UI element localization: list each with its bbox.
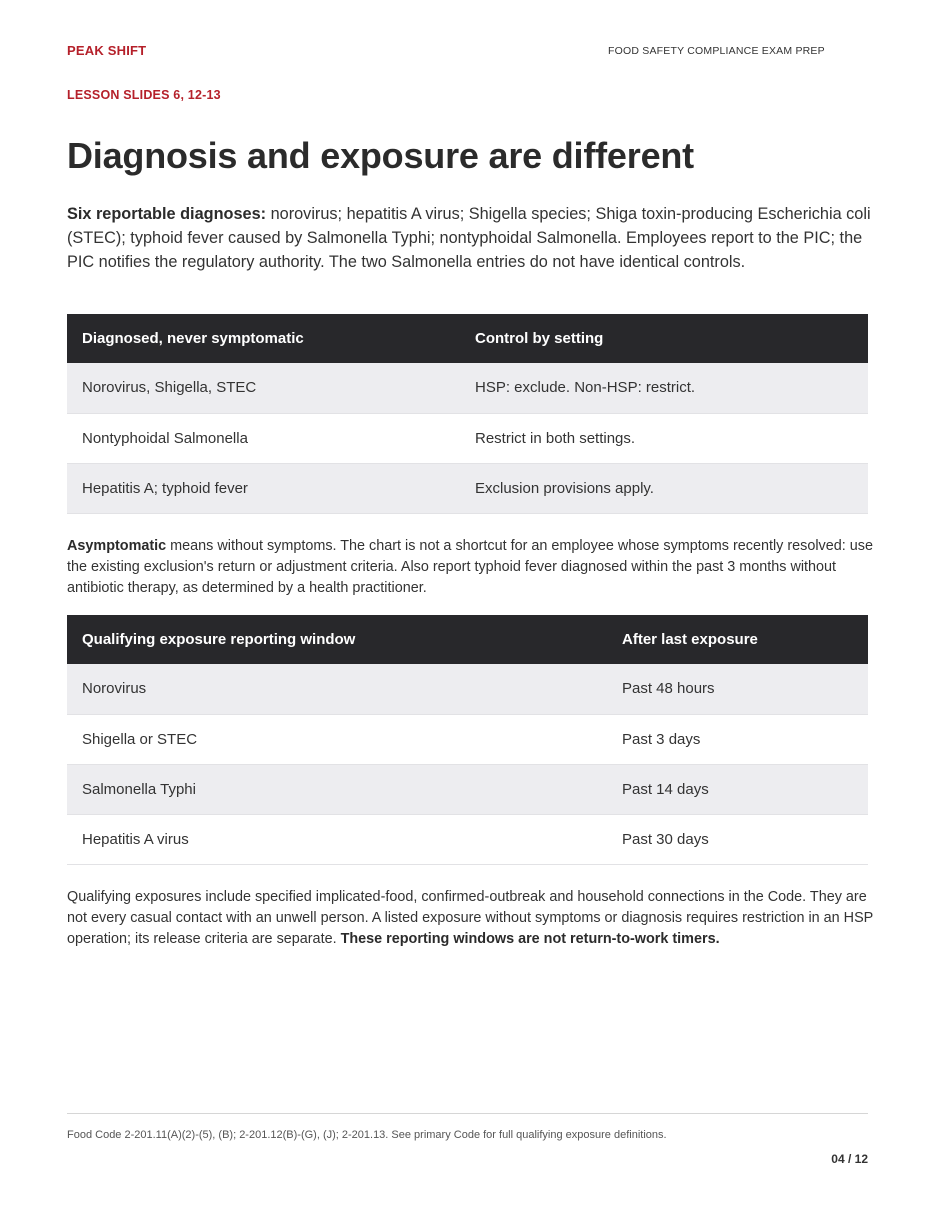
column-header: After last exposure: [607, 615, 868, 664]
asymptomatic-note: [67, 536, 873, 599]
table-cell: Restrict in both settings.: [460, 413, 868, 463]
note-body: means without symptoms. The chart is not a shortcut for an employee whose symptoms recently resolved: use the existing exclusion's return or adjustment criteria. Also report typhoid fever diagnosed within the past 3 months without antibiotic therapy, as determined by a health practitioner.: [67, 538, 873, 596]
table-row: [67, 664, 868, 714]
table-row: [67, 814, 868, 864]
table-row: [67, 463, 868, 513]
table-row: [67, 413, 868, 463]
table-row: [67, 363, 868, 413]
course-title: FOOD SAFETY COMPLIANCE EXAM PREP: [608, 45, 825, 57]
intro-body: norovirus; hepatitis A virus; Shigella species; Shiga toxin-producing Escherichia coli (STEC); typhoid fever caused by Salmonella Typhi; nontyphoidal Salmonella. Employees report to the PIC; the PIC notifies the regulatory authority. The two Salmonella entries do not have identical controls.: [67, 205, 871, 271]
exposure-table: [67, 615, 868, 865]
table-cell: Past 30 days: [607, 814, 868, 864]
table-cell: HSP: exclude. Non-HSP: restrict.: [460, 363, 868, 413]
table-cell: Past 3 days: [607, 714, 868, 764]
intro-paragraph: [67, 202, 873, 274]
table-cell: Hepatitis A; typhoid fever: [67, 463, 460, 513]
lesson-reference: LESSON SLIDES 6, 12-13: [67, 88, 221, 102]
table-header-row: [67, 615, 868, 664]
note-body: Qualifying exposures include specified implicated-food, confirmed-outbreak and household connections in the Code. They are not every casual contact with an unwell person. A listed exposure without symptoms or diagnosis requires restriction in an HSP operation; its release criteria are separate.: [67, 889, 874, 947]
note-emphasis: These reporting windows are not return-to-work timers.: [340, 931, 720, 947]
note-lead: Asymptomatic: [67, 538, 167, 554]
page-number: 04 / 12: [831, 1152, 868, 1166]
table-cell: Salmonella Typhi: [67, 764, 607, 814]
diagnosis-table: [67, 314, 868, 514]
table-row: [67, 714, 868, 764]
table-cell: Nontyphoidal Salmonella: [67, 413, 460, 463]
table-cell: Past 14 days: [607, 764, 868, 814]
table-cell: Shigella or STEC: [67, 714, 607, 764]
exposure-note: [67, 887, 873, 950]
table-cell: Norovirus, Shigella, STEC: [67, 363, 460, 413]
column-header: Diagnosed, never symptomatic: [67, 314, 460, 363]
table-cell: Exclusion provisions apply.: [460, 463, 868, 513]
table-cell: Past 48 hours: [607, 664, 868, 714]
table-cell: Hepatitis A virus: [67, 814, 607, 864]
brand-name: PEAK SHIFT: [67, 43, 147, 58]
table-row: [67, 764, 868, 814]
table-header-row: [67, 314, 868, 363]
column-header: Qualifying exposure reporting window: [67, 615, 607, 664]
footer-reference: Food Code 2-201.11(A)(2)-(5), (B); 2-201.12(B)-(G), (J); 2-201.13. See primary Code for full qualifying exposure definitions.: [67, 1129, 667, 1141]
page-title: Diagnosis and exposure are different: [67, 135, 694, 176]
intro-lead: Six reportable diagnoses:: [67, 205, 267, 223]
table-cell: Norovirus: [67, 664, 607, 714]
column-header: Control by setting: [460, 314, 868, 363]
footer-divider: [67, 1113, 868, 1114]
